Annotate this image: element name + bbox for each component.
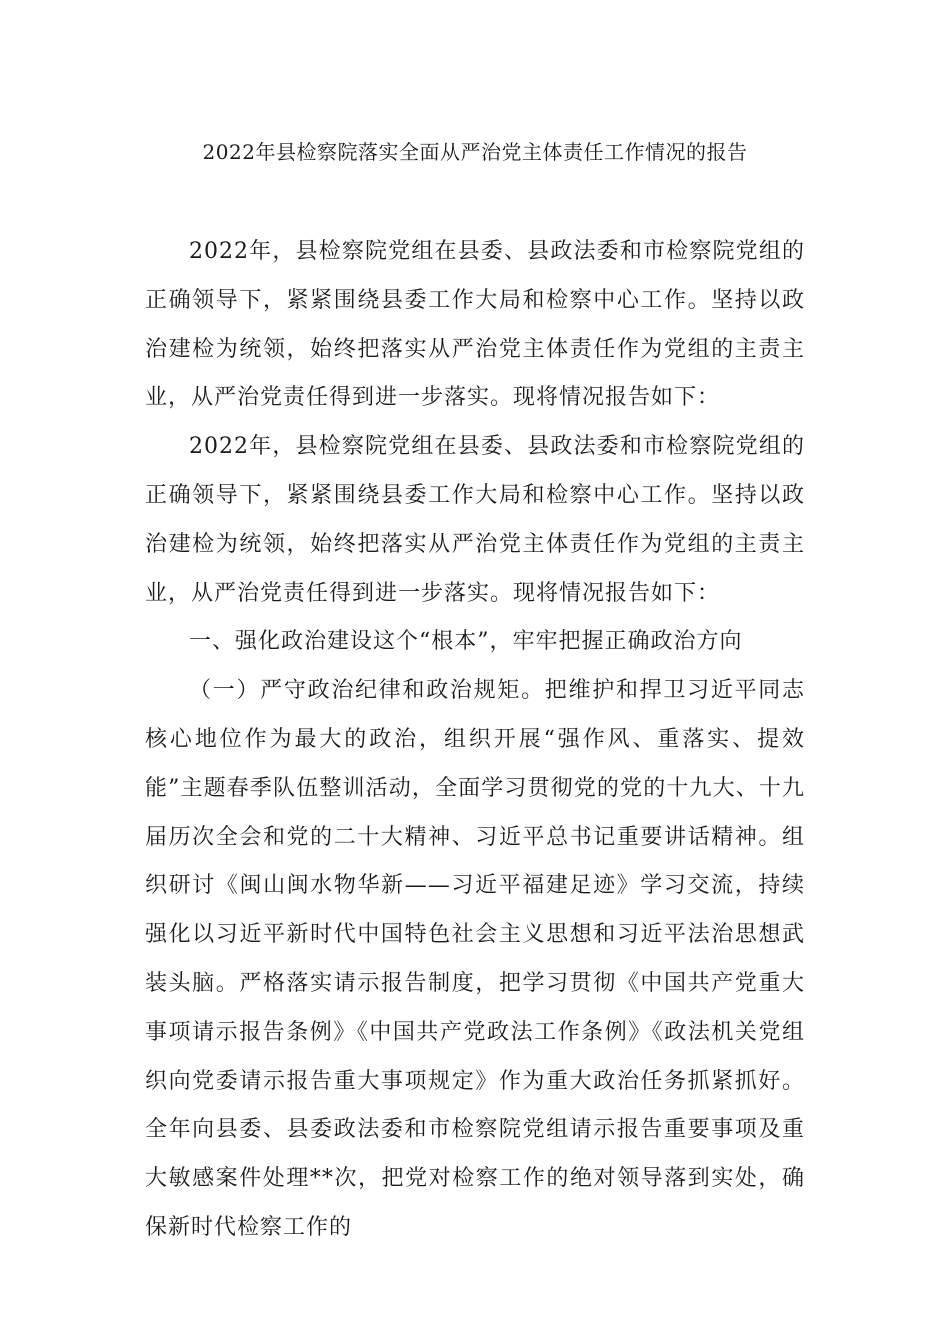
paragraph-intro: 2022年，县检察院党组在县委、县政法委和市检察院党组的正确领导下，紧紧围绕县委工作大局和检察中心工作。坚持以政治建检为统领，始终把落实从严治党主体责任作为党组的主责主业，从严治党责任得到进一步落实。现将情况报告如下：: [145, 239, 805, 411]
document-title: 2022年县检察院落实全面从严治党主体责任工作情况的报告: [202, 140, 748, 164]
paragraph-intro-repeat: 2022年，县检察院党组在县委、县政法委和市检察院党组的正确领导下，紧紧围绕县委工作大局和检察中心工作。坚持以政治建检为统领，始终把落实从严治党主体责任作为党组的主责主业，从严治党责任得到进一步落实。现将情况报告如下：: [145, 434, 805, 606]
paragraph-section-1-1: （一）严守政治纪律和政治规矩。把维护和捍卫习近平同志核心地位作为最大的政治，组织开展“强作风、重落实、提效能”主题春季队伍整训活动，全面学习贯彻党的党的十九大、十九届历次全会和党的二十大精神、习近平总书记重要讲话精神。组织研讨《闽山闽水物华新——习近平福建足迹》学习交流，持续强化以习近平新时代中国特色社会主义思想和习近平法治思想武装头脑。严格落实请示报告制度，把学习贯彻《中国共产党重大事项请示报告条例》《中国共产党政法工作条例》《政法机关党组织向党委请示报告重大事项规定》作为重大政治任务抓紧抓好。全年向县委、县委政法委和市检察院党组请示报告重要事项及重大敏感案件处理**次，把党对检察工作的绝对领导落到实处，确保新时代检察工作的: [145, 678, 805, 1240]
section-heading-1: 一、强化政治建设这个“根本”，牢牢把握正确政治方向: [189, 629, 743, 655]
document-body: [145, 228, 805, 1253]
